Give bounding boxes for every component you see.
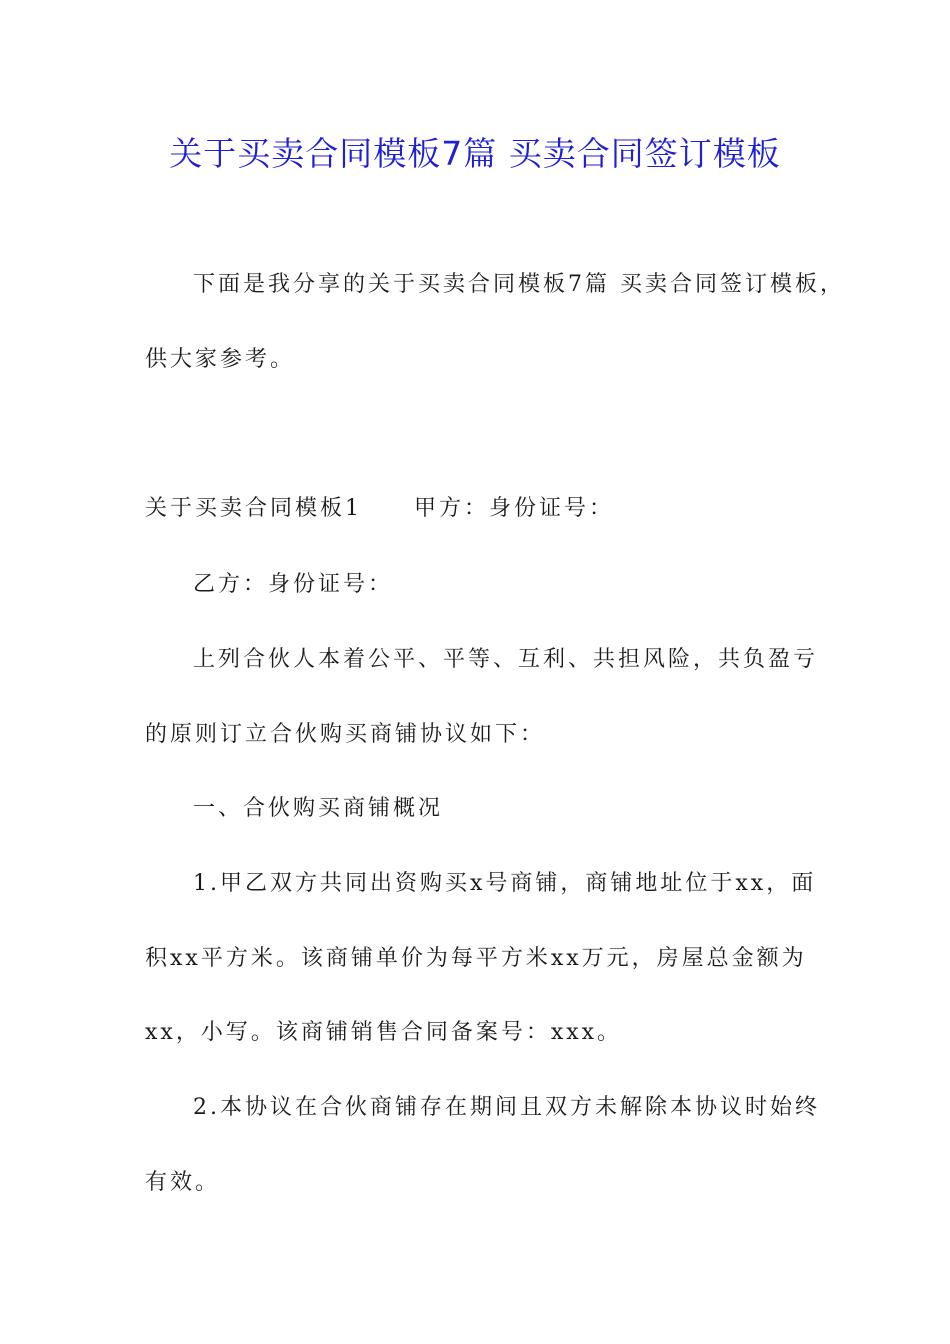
item-2-line-2: 有效。 [145, 1170, 221, 1195]
item-1-line-3: xx，小写。该商铺销售合同备案号：xxx。 [145, 1020, 623, 1045]
paragraph-1-line-1: 上列合伙人本着公平、平等、互利、共担风险，共负盈亏 [193, 647, 819, 672]
intro-line-2: 供大家参考。 [145, 347, 296, 372]
clause-1-heading: 一、合伙购买商铺概况 [193, 796, 444, 821]
section-1-heading: 关于买卖合同模板1 [145, 496, 362, 521]
item-2-line-1: 2.本协议在合伙商铺存在期间且双方未解除本协议时始终 [193, 1095, 820, 1120]
paragraph-1-line-2: 的原则订立合伙购买商铺协议如下： [145, 722, 546, 747]
party-a-line: 甲方：身份证号： [414, 496, 615, 521]
document-title: 关于买卖合同模板7篇 买卖合同签订模板 [169, 134, 781, 173]
item-1-line-1: 1.甲乙双方共同出资购买x号商铺，商铺地址位于xx，面 [193, 871, 817, 896]
intro-line-1: 下面是我分享的关于买卖合同模板7篇 买卖合同签订模板， [193, 272, 845, 297]
section-heading-line [145, 494, 614, 524]
party-b-line: 乙方：身份证号： [193, 572, 394, 597]
item-1-line-2: 积xx平方米。该商铺单价为每平方米xx万元，房屋总金额为 [145, 946, 807, 971]
